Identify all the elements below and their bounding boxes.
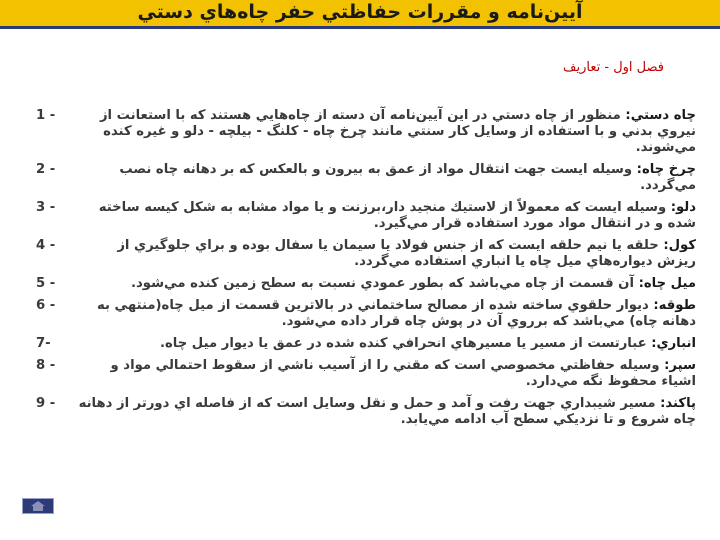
definition-item	[36, 108, 696, 156]
definitions-list	[36, 108, 696, 434]
definition-term: كول:	[663, 238, 696, 253]
home-button[interactable]	[22, 498, 54, 514]
definition-text: وسيله ايست جهت انتقال مواد از عمق به بيرون و بالعكس كه بر دهانه چاه نصب مي‌گردد.	[119, 162, 696, 193]
definition-number: 9 -	[36, 396, 56, 411]
definition-item	[36, 298, 696, 330]
definition-item	[36, 238, 696, 270]
definition-text: مسير شيبداري جهت رفت و آمد و حمل و نقل وسايل است كه از فاصله اي دورتر از دهانه چاه شروع و تا نزديكي سطح آب ادامه مي‌يابد.	[78, 396, 696, 427]
definition-number: 5 -	[36, 276, 56, 291]
definition-term: دلو:	[670, 200, 696, 215]
definition-item	[36, 396, 696, 428]
definition-term: چاه دستي:	[625, 108, 696, 123]
definition-term: چرخ چاه:	[636, 162, 696, 177]
definition-number: 1 -	[36, 108, 56, 123]
definition-number: 8 -	[36, 358, 56, 373]
definition-text: ديوار حلقوي ساخته شده از مصالح ساختماني در بالاترين قسمت از ميل چاه(منتهي به دهانه چاه) مي‌باشد كه برروي آن در پوش چاه قرار داده مي‌شود.	[96, 298, 696, 329]
definition-item	[36, 162, 696, 194]
definition-number: 6 -	[36, 298, 56, 313]
page-title: آیین‌نامه و مقررات حفاظتي حفر چاه‌هاي دستي	[137, 1, 583, 23]
definition-text: وسيله حفاظتي مخصوصي است كه مقني را از آسيب ناشي از سقوط احتمالي مواد و اشياء محفوظ نگه مي‌دارد.	[110, 358, 696, 389]
definition-text: حلقه يا نيم حلقه ايست كه از جنس فولاد يا سيمان يا سفال بوده و براي جلوگيري از ريزش ديواره‌هاي ميل چاه يا انباري استفاده مي‌گردد.	[117, 238, 696, 269]
chapter-heading: فصل اول - تعاريف	[563, 60, 664, 75]
definition-number: 7-	[36, 336, 51, 351]
definition-term: سپر:	[664, 358, 696, 373]
definition-term: طوقه:	[653, 298, 696, 313]
definition-text: آن قسمت از چاه مي‌باشد كه بطور عمودي نسبت به سطح زمين كنده مي‌شود.	[131, 276, 634, 291]
definition-text: وسيله ايست كه معمولاً از لاستيك منجيد دار،برزنت و يا مواد مشابه به شكل كيسه ساخته شده و در انتقال مواد مورد استفاده قرار مي‌گيرد.	[98, 200, 696, 231]
definition-text: عبارتست از مسير يا مسيرهاي انحرافي كنده شده در عمق يا ديوار ميل چاه.	[159, 336, 647, 351]
definition-term: انباري:	[651, 336, 696, 351]
definition-item	[36, 336, 696, 352]
definition-number: 4 -	[36, 238, 56, 253]
title-bar	[0, 0, 720, 29]
definition-item	[36, 200, 696, 232]
definition-item	[36, 276, 696, 292]
definition-term: ميل چاه:	[638, 276, 696, 291]
home-icon	[31, 501, 45, 511]
definition-term: پاكند:	[660, 396, 696, 411]
definition-number: 2 -	[36, 162, 56, 177]
definition-item	[36, 358, 696, 390]
definition-text: منظور از چاه دستي در اين آیین‌نامه آن دسته از چاه‌هايي هستند كه با استعانت از نيروي بدني و با استفاده از وسايل كار سنتي مانند چرخ چاه - كلنگ - بيلچه - دلو و غيره كنده مي‌شوند.	[99, 108, 696, 155]
definition-number: 3 -	[36, 200, 56, 215]
